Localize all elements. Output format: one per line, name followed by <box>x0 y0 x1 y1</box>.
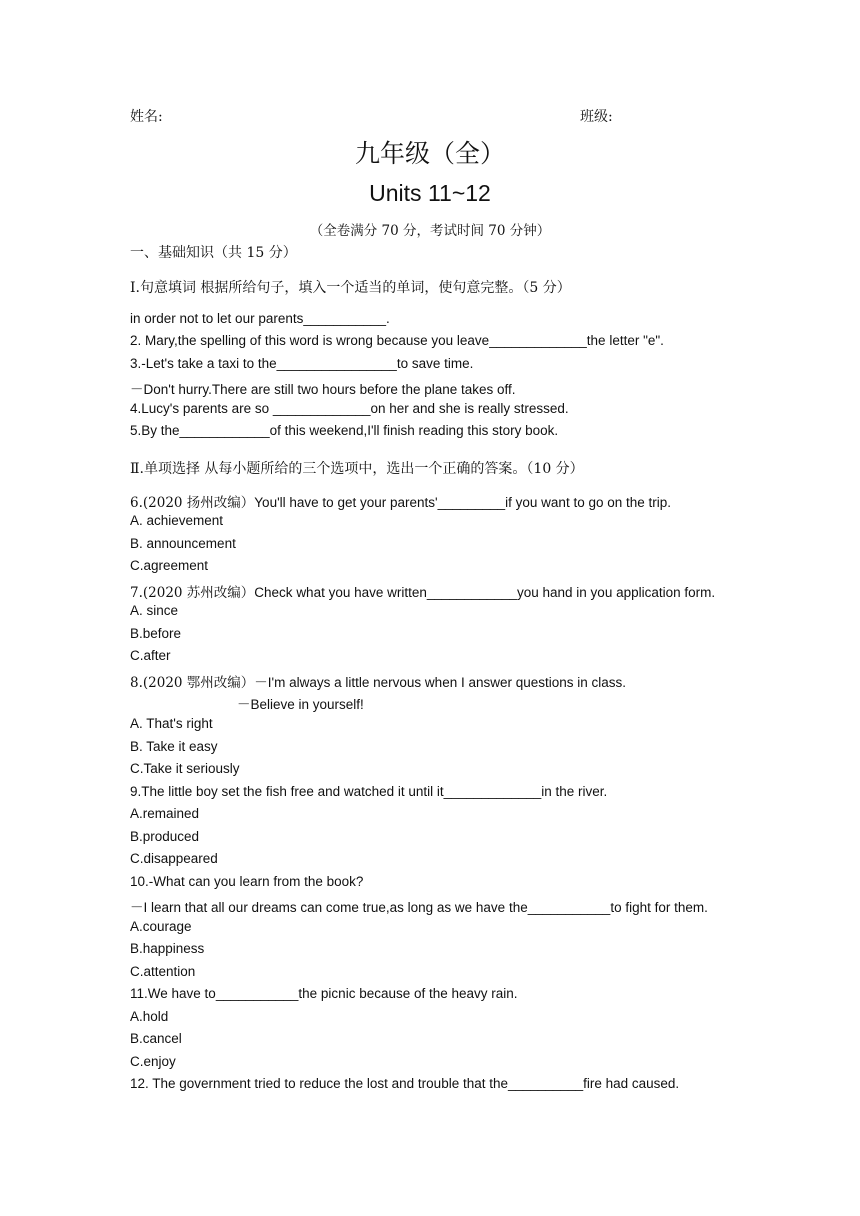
question-source: 7.(2020 苏州改编） <box>130 585 255 601</box>
answer-blank: ________________ <box>276 356 397 371</box>
answer-blank: ___________ <box>527 900 611 915</box>
option: B.cancel <box>130 1031 182 1046</box>
question-text: of this weekend,I'll finish reading this story book. <box>269 423 559 438</box>
option: A.hold <box>130 1009 169 1024</box>
section-heading: 一、基础知识（共 15 分） <box>130 245 297 261</box>
question-text: the letter "e". <box>586 333 664 348</box>
question-text: in the river. <box>541 784 608 799</box>
page-subtitle: Units 11~12 <box>369 180 491 206</box>
question-7 <box>130 581 715 601</box>
option: C.enjoy <box>130 1054 176 1069</box>
question-12 <box>130 1076 679 1091</box>
question-text: to save time. <box>396 356 474 371</box>
question-9 <box>130 784 607 799</box>
question-10-response <box>130 896 708 916</box>
question-3-response: －Don't hurry.There are still two hours before the plane takes off. <box>130 382 516 397</box>
question-source: 6.(2020 扬州改编） <box>130 495 255 511</box>
question-text: 4.Lucy's parents are so <box>130 401 273 416</box>
answer-blank: __________ <box>508 1076 584 1091</box>
question-2 <box>130 333 664 348</box>
question-text: 11.We have to <box>130 986 216 1001</box>
option: A.courage <box>130 919 192 934</box>
page-title: 九年级（全） <box>354 139 505 168</box>
question-text: 3.-Let's take a taxi to the <box>130 356 277 371</box>
question-source: 8.(2020 鄂州改编） <box>130 675 255 691</box>
question-text: －I learn that all our dreams can come true,as long as we have the <box>130 900 528 915</box>
answer-blank: ____________ <box>426 585 517 600</box>
option: C.Take it seriously <box>130 761 240 776</box>
question-text: if you want to go on the trip. <box>505 495 672 510</box>
option: C.disappeared <box>130 851 218 866</box>
option: C.after <box>130 648 171 663</box>
question-8 <box>130 671 626 691</box>
question-text: 12. The government tried to reduce the lost and trouble that the <box>130 1076 508 1091</box>
question-11 <box>130 986 518 1001</box>
class-label: 班级: <box>580 109 613 125</box>
question-text: 2. Mary,the spelling of this word is wrong because you leave <box>130 333 490 348</box>
question-text: on her and she is really stressed. <box>370 401 569 416</box>
option: A. achievement <box>130 513 224 528</box>
question-text: You'll have to get your parents' <box>254 495 438 510</box>
option: C.agreement <box>130 558 209 573</box>
option: A. That's right <box>130 716 213 731</box>
answer-blank: _____________ <box>489 333 587 348</box>
question-text: . <box>385 311 390 326</box>
question-8-response: －Believe in yourself! <box>237 697 364 712</box>
option: A. since <box>130 603 179 618</box>
question-text: －I'm always a little nervous when I answer questions in class. <box>254 675 627 690</box>
question-text: in order not to let our parents <box>130 311 304 326</box>
option: B. announcement <box>130 536 236 551</box>
question-text: Check what you have written <box>254 585 427 600</box>
question-text: fire had caused. <box>583 1076 680 1091</box>
answer-blank: ___________ <box>303 311 386 326</box>
question-1 <box>130 311 390 326</box>
question-text: to fight for them. <box>610 900 708 915</box>
answer-blank: ____________ <box>179 423 270 438</box>
question-text: the picnic because of the heavy rain. <box>298 986 518 1001</box>
answer-blank: _____________ <box>443 784 542 799</box>
option: B. Take it easy <box>130 739 218 754</box>
question-text: you hand in you application form. <box>517 585 716 600</box>
option: B.before <box>130 626 182 641</box>
question-5 <box>130 423 558 438</box>
answer-blank: _____________ <box>272 401 371 416</box>
option: C.attention <box>130 964 196 979</box>
option: B.produced <box>130 829 200 844</box>
question-6 <box>130 491 671 511</box>
answer-blank: _________ <box>437 495 506 510</box>
exam-info: （全卷满分 70 分，考试时间 70 分钟） <box>309 223 551 239</box>
question-10: 10.-What can you learn from the book? <box>130 874 364 889</box>
question-4 <box>130 401 569 416</box>
option: A.remained <box>130 806 200 821</box>
answer-blank: ___________ <box>215 986 299 1001</box>
question-3 <box>130 356 473 371</box>
question-text: 9.The little boy set the fish free and watched it until it <box>130 784 444 799</box>
part1-heading: Ⅰ.句意填词 根据所给句子，填入一个适当的单词，使句意完整。（5 分） <box>130 280 571 296</box>
option: B.happiness <box>130 941 205 956</box>
part2-heading: Ⅱ.单项选择 从每小题所给的三个选项中，选出一个正确的答案。（10 分） <box>130 461 584 477</box>
name-label: 姓名: <box>130 109 163 125</box>
question-text: 5.By the <box>130 423 180 438</box>
